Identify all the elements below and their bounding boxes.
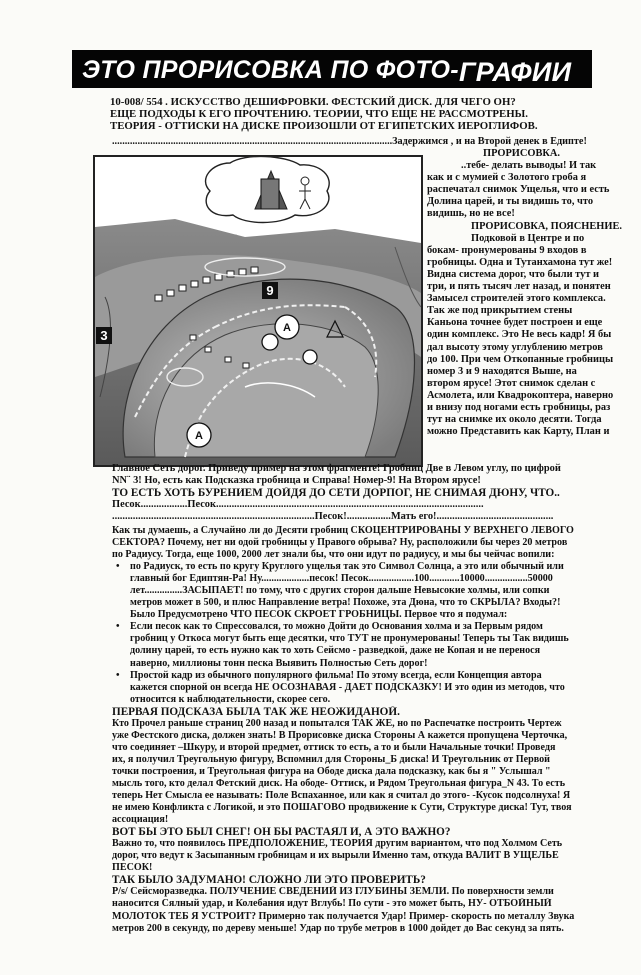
right-line: Долина царей, и ты видишь то, что: [427, 196, 594, 208]
right-line: как и с мумией с Золотого гроба я: [427, 172, 587, 184]
right-line: Подковой в Центре и по: [471, 232, 585, 244]
body-line: ПЕСОК!: [112, 862, 153, 874]
text-line: NN¨ 3! Но, есть как Подсказка гробница и Справа! Номер-9! На Втором ярусе!: [112, 475, 481, 487]
sand-line: ..............................................................................Песок!.................Мать его!.............................................: [112, 511, 554, 523]
body-line: Важно то, что появилось ПРЕДПОЛОЖЕНИЕ, ТЕОРИЯ другим вариантом, что под Холмом Сеть: [112, 838, 563, 850]
after-photo-text: [112, 463, 637, 523]
body-line: наверно, миллионы тонн песка Выявить Полностью Сеть дорог!: [130, 657, 428, 669]
right-line: три, и пять тысяч лет назад, и понятен: [427, 281, 611, 293]
body-line: МОЛОТОК ТЕБ Я УСТРОИТ? Примерно так получается Удар! Пример- скорость по металлу Звука: [112, 910, 575, 922]
body-line: точки построения, и Треугольная фигура на Ободе диска дала подсказку, как бы я " Услышал ": [112, 765, 551, 777]
body-line: • по Радиуск, то есть по кругу Круглого ущелья так это Символ Солнца, а это или обычный или: [112, 561, 637, 573]
body-line: Кто Прочел раньше страниц 200 назад и попытался ТАК ЖЕ, но по Распечатке построить Чертеж: [112, 717, 562, 729]
body-line: метров 200 в секунду, по дереву меньше! Удар по трубе метров в 1000 дойдет до Вас секунд за пять.: [112, 922, 564, 934]
body-line: теперь Нет Смысла ее называть: Поле Вспаханное, или как я считал до этого- -Кусок подсолнуха! Я: [112, 790, 571, 802]
body-line: мысль того, кто делал Фетский диск. На ободе- Оттиск, и Рядом Треугольная фигура_N 43. То есть: [112, 777, 566, 789]
body-line: ассоциация!: [112, 814, 169, 826]
text-line: Главное Сеть дорог. Приведу пример на этом фрагменте! Гробниц Две в Левом углу, по цифрой: [112, 463, 561, 474]
body-line: Как ты думаешь, а Случайно ли до Десяти гробниц СКОЦЕНТРИРОВАНЫ У ВЕРХНЕГО ЛЕВОГО: [112, 525, 574, 536]
right-line: номер 3 и 9 находятся Выше, на: [427, 365, 577, 377]
title-banner: [72, 50, 592, 88]
svg-text:A: A: [195, 430, 203, 442]
body-line: их, я получил Треугольную фигуру, Вспомнил для Стороны_Б диска! И Треугольник от Первой: [112, 753, 550, 765]
body-line: что соединяет –Шкуру, и второй предмет, оттиск то есть, а то и были Начальные точки! Проведя: [112, 741, 556, 753]
right-line: гробницы. Одна и Тутанхамона тут же!: [427, 256, 613, 268]
heading-line: ТЕОРИЯ - ОТТИСКИ НА ДИСКЕ ПРОИЗОШЛИ ОТ ЕГИПЕТСКИХ ИЕРОГЛИФОВ.: [110, 120, 538, 133]
body-line: дорог, что ведут к Засыпанным гробницам и их вырыли Именно там, откуда ВАЛИТ В УЩЕЛЬЕ: [112, 850, 559, 862]
body-line: гробниц у Откоса могут быть еще десятки, что ТУТ не пронумерованы! Теперь ты Так видишь: [130, 633, 569, 645]
body-line: кажется спорной он всегда НЕ ОСОЗНАВАЯ - ДАЕТ ПОДСКАЗКУ! И это один из методов, что: [130, 681, 565, 693]
right-line: тут на снимке их около десяти. Тогда: [427, 414, 602, 426]
right-line: ПРОРИСОВКА.: [483, 148, 561, 159]
dotted-intro-line: ..............................................................................................................Задержимся , и на Второй денек в Едипте!: [112, 136, 587, 147]
body-line: метров может в 500, и плюс Направление ветра! Похоже, эта Дюна, что то СКРЫЛА? Входы?!: [130, 597, 561, 609]
svg-text:A: A: [283, 322, 291, 334]
body-line: ПЕРВАЯ ПОДСКАЗА БЫЛА ТАК ЖЕ НЕОЖИДАНОЙ.: [112, 705, 400, 718]
article-body: [112, 525, 637, 935]
right-line: дал высоту этому углублению метров: [427, 341, 603, 353]
right-line: ПРОРИСОВКА, ПОЯСНЕНИЕ.: [471, 220, 622, 232]
right-line: втором ярусе! Этот снимок сделан с: [427, 377, 596, 389]
right-line: видишь, но не все!: [427, 208, 515, 220]
right-line: Каньона точнее будет построен и еще: [427, 317, 603, 329]
body-line: по Радиусу. Тогда, еще 1000, 2000 лет знали бы, что они идут по радиусу, и мы бы чейчас вопили:: [112, 549, 555, 561]
body-line: относится к наблюдательности, скорее сего.: [130, 693, 331, 705]
body-line: ВОТ БЫ ЭТО БЫЛ СНЕГ! ОН БЫ РАСТАЯЛ И, А ЭТО ВАЖНО?: [112, 826, 451, 839]
article-heading: [110, 96, 630, 133]
body-line: СЕКТОРА? Почему, нет ни одой гробницы у Правого обрыва? Ну, расположили бы через 20 метров: [112, 537, 568, 549]
body-line: Было Предусмотрено ЧТО ПЕСОК СКРОЕТ ГРОБНИЦЫ. Первое что я подумал:: [130, 609, 508, 621]
body-line: • Если песок как то Спрессовался, то можно Дойти до Основания холма и за Первым рядом: [112, 621, 637, 633]
body-line: лет...............ЗАСЫПАЕТ! по тому, что с других сторон дальше Невысокие холмы, или сопки: [130, 585, 550, 597]
body-line: • Простой кадр из обычного популярного фильма! По этому всегда, если Концепция автора: [112, 670, 637, 682]
text-line-emphasis: ТО ЕСТЬ ХОТЬ БУРЕНИЕМ ДОЙДЯ ДО СЕТИ ДОРПОГ, НЕ СНИМАЯ ДЮНУ, ЧТО..: [112, 487, 560, 500]
title-part-1: ЭТО ПРОРИСОВКА ПО ФОТО-: [82, 56, 459, 84]
right-line: один комплекс. Это Не весь кадр! Я бы: [427, 329, 612, 341]
right-line: бокам- пронумерованы 9 входов в: [427, 244, 587, 256]
right-line: Так же под прикрытием стены: [427, 305, 573, 317]
valley-sketch-image: [95, 157, 421, 465]
right-line: распечатал снимок Ущелья, что и есть: [427, 184, 610, 196]
right-line: Замысел строителей этого комплекса.: [427, 293, 606, 305]
body-line: P/s/ Сейсморазведка. ПОЛУЧЕНИЕ СВЕДЕНИЙ ИЗ ГЛУБИНЫ ЗЕМЛИ. По поверхности земли: [112, 886, 554, 898]
valley-sketch-photo: [93, 155, 423, 467]
heading-line: 10-008/ 554 . ИСКУССТВО ДЕШИФРОВКИ. ФЕСТСКИЙ ДИСК. ДЛЯ ЧЕГО ОН?: [110, 96, 516, 108]
body-line: главный бог Едиптян-Ра! Ну...................песок! Песок..................100............10000.................50000: [130, 573, 553, 585]
right-line: Видна система дорог, что были тут и: [427, 268, 600, 280]
right-line: до 100. При чем Откопанные гробницы: [427, 353, 614, 365]
heading-line: ЕЩЕ ПОДХОДЫ К ЕГО ПРОЧТЕНИЮ. ТЕОРИИ, ЧТО ЕЩЕ НЕ РАССМОТРЕНЫ.: [110, 108, 528, 121]
right-line: ..тебе- делать выводы! И так: [461, 160, 597, 172]
marker-tomb-9: 9: [262, 282, 278, 299]
right-column-text: [427, 148, 632, 438]
title-part-2: ГРАФИИ: [458, 57, 572, 87]
body-line: не имею Конфликта с Логикой, и это ПОШАГОВО продвижение к Сути, Структуре диска! Тут, твоя: [112, 802, 572, 814]
marker-tomb-3: 3: [96, 327, 112, 344]
body-line: ТАК БЫЛО ЗАДУМАНО! СЛОЖНО ЛИ ЭТО ПРОВЕРИТЬ?: [112, 874, 426, 887]
right-line: Асмолета, или Квадрокоптера, наверно: [427, 389, 614, 401]
body-line: уже Фестского диска, должен знать! В Прорисовке диска Стороны А кажется пропущена Черточка,: [112, 729, 568, 741]
right-line: можно Представить как Карту, План и: [427, 426, 610, 438]
body-line: наносится Сялный удар, и Колебания идут Вглубь! По сути - это может быть, НУ- ОТБОЙНЫЙ: [112, 898, 552, 910]
body-line: долину царей, то есть нужно как то хоть Сейсмо - разведкой, даже не Копая и не перенося: [130, 645, 541, 657]
sand-line: Песок..................Песок.......................................................................................................: [112, 499, 484, 511]
right-line: и внизу под ногами есть гробницы, раз: [427, 401, 611, 413]
